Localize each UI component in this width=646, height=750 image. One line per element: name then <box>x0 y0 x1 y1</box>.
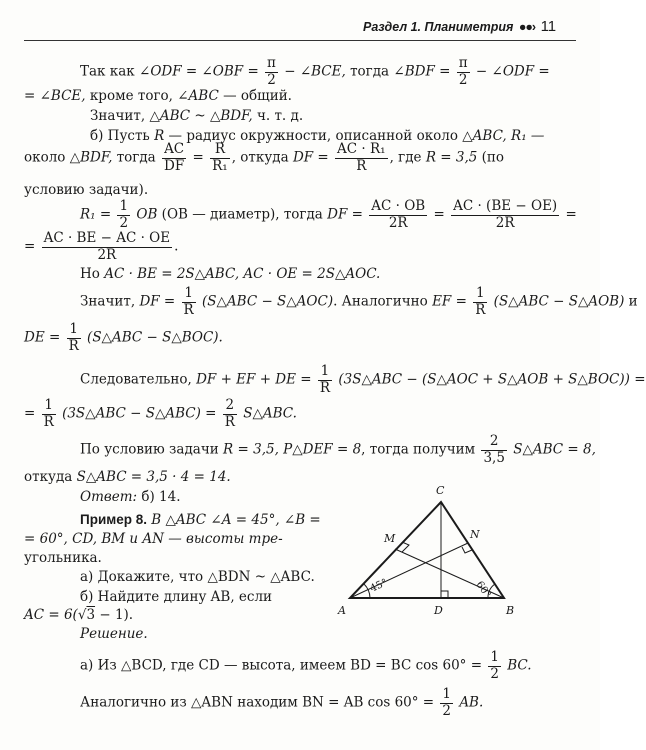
angle-a-label: 45° <box>368 577 390 595</box>
fraction-acr1-r: $\frac{\text{AC · R₁}}{R}$ <box>337 141 386 174</box>
proof-line-7: R₁ = $\frac{1}{2}$ OB (OB — диаметр), тогда DF = $\frac{AC \cdot OB}{2R}$ = $\frac{AC \cdot (BE - OE)}{2R}$ = <box>80 198 577 231</box>
fraction-1-r: $\frac{1}{R}$ <box>183 285 194 318</box>
label-b: B <box>506 604 515 617</box>
header-dots-icon: ●●› <box>518 20 536 34</box>
proof-line-2: = ∠BCE, кроме того, ∠ABC — общий. <box>24 88 292 104</box>
example-line-1: Пример 8. В △ABC ∠A = 45°, ∠B = <box>80 512 321 528</box>
header-rule <box>24 40 576 41</box>
fraction-1-r: $\frac{1}{R}$ <box>475 285 486 318</box>
label-a: A <box>338 604 346 617</box>
label-c: C <box>436 484 445 497</box>
fraction-1-2: $\frac{1}{2}$ <box>442 686 452 719</box>
section-title: Раздел 1. Планиметрия <box>363 20 514 34</box>
fraction-1-2: $\frac{1}{2}$ <box>119 198 129 231</box>
label-m: M <box>384 532 396 545</box>
proof-line-13: = $\frac{1}{R}$ (3S△ABC − S△ABC) = $\frac{2}{R}$ S△ABC. <box>24 397 297 430</box>
fraction-pi-2: $\frac{\pi}{2}$ <box>458 55 468 88</box>
proof-line-3: Значит, △ABC ~ △BDF, ч. т. д. <box>90 108 304 124</box>
running-header <box>363 18 578 38</box>
task-b: б) Найдите длину AB, если <box>80 589 273 605</box>
answer-line <box>80 489 181 505</box>
proof-line-4: б) Пусть R — радиус окружности, описанной около △ABC, R₁ — <box>90 128 545 144</box>
task-b-condition: AC = 6(√3 − 1). <box>24 607 134 623</box>
proof-line-9: Но AC · BE = 2S△ABC, AC · OE = 2S△AOC. <box>80 266 381 282</box>
fraction-1-r: $\frac{1}{R}$ <box>319 363 331 396</box>
task-a: а) Докажите, что △BDN ~ △ABC. <box>80 569 315 585</box>
page-number: 11 <box>540 18 557 35</box>
fraction-pi-2: $\frac{\pi}{2}$ <box>267 55 276 88</box>
proof-line-11: DE = $\frac{1}{R}$ (S△ABC − S△BOC). <box>24 321 223 354</box>
proof-line-5: около △BDF, тогда $\frac{AC}{DF}$ = $\frac{R}{\text{R₁}}$ , откуда DF = $\frac{\text{AC · R₁}}{R}$ , где R = 3,5 (по <box>24 141 505 174</box>
proof-line-14: По условию задачи R = 3,5, P△DEF = 8, тогда получим $\frac{2}{3,5}$ S△ABC = 8, <box>80 433 596 466</box>
fraction-2-35: $\frac{2}{3,5}$ <box>483 433 505 466</box>
proof-line-6: условию задачи). <box>24 182 149 198</box>
fraction-1-r: $\frac{1}{R}$ <box>43 397 54 430</box>
proof-line-1: Так как ∠ODF = ∠OBF = $\frac{\pi}{2}$ − ∠BCE, тогда ∠BDF = $\frac{\pi}{2}$ − ∠ODF = <box>80 55 550 88</box>
answer-label: Ответ: <box>80 489 138 505</box>
solution-line-a: а) Из △BCD, где CD — высота, имеем BD = BC cos 60° = $\frac{1}{2}$ BC. <box>80 649 532 682</box>
angle-b-label: 60° <box>473 579 493 601</box>
triangle-figure <box>330 480 530 630</box>
fraction-1-2: $\frac{1}{2}$ <box>490 649 499 682</box>
example-title: Пример 8. <box>80 512 147 527</box>
proof-line-12: Следовательно, DF + EF + DE = $\frac{1}{R}$ (3S△ABC − (S△AOC + S△AOB + S△BOC)) = <box>80 363 646 396</box>
solution-line-b: Аналогично из △ABN находим BN = AB cos 60° = $\frac{1}{2}$ AB. <box>80 686 484 719</box>
right-angle-m <box>402 542 409 552</box>
label-d: D <box>434 604 443 617</box>
answer-value: б) 14. <box>141 489 181 505</box>
fraction-acob-2r: $\frac{AC \cdot OB}{2R}$ <box>371 198 426 231</box>
fraction-long-2r: $\frac{AC \cdot BE - AC \cdot OE}{2R}$ <box>43 230 171 263</box>
example-line-2: = 60°, CD, BM и AN — высоты тре- <box>24 531 283 547</box>
fraction-1-r: $\frac{1}{R}$ <box>68 321 79 354</box>
proof-line-8: = $\frac{AC \cdot BE - AC \cdot OE}{2R}$ . <box>24 230 179 263</box>
fraction-ac-df: $\frac{AC}{DF}$ <box>164 141 185 174</box>
proof-line-15: откуда S△ABC = 3,5 · 4 = 14. <box>24 469 231 485</box>
label-n: N <box>470 528 480 541</box>
proof-line-10: Значит, DF = $\frac{1}{R}$ (S△ABC − S△AOC). Аналогично EF = $\frac{1}{R}$ (S△ABC − S△AOB) и <box>80 285 638 318</box>
fraction-r-r1: $\frac{R}{\text{R₁}}$ <box>212 141 228 174</box>
solution-heading: Решение. <box>80 626 148 642</box>
example-line-3: угольника. <box>24 550 102 566</box>
fraction-2-r: $\frac{2}{R}$ <box>224 397 235 430</box>
fraction-acbeoe-2r: $\frac{AC \cdot (BE - OE)}{2R}$ <box>453 198 558 231</box>
right-angle-d <box>441 591 448 598</box>
